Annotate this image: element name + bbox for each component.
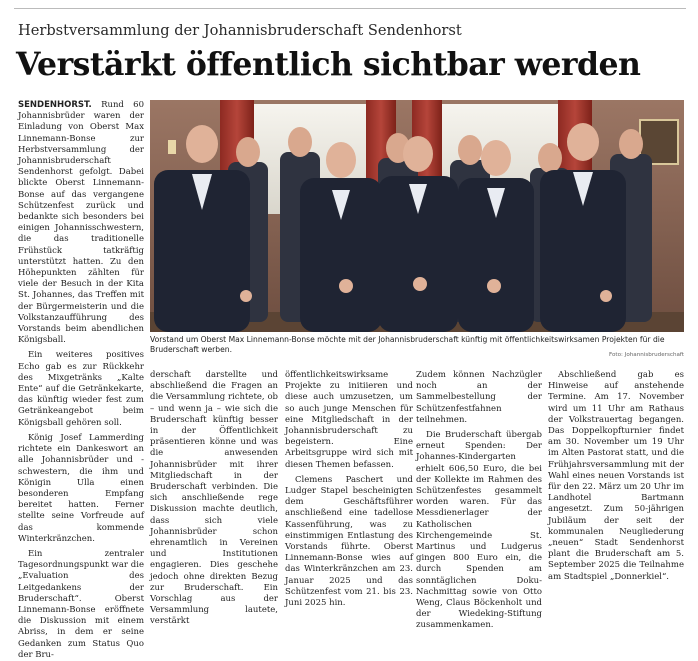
article-column-4 bbox=[416, 370, 542, 631]
top-rule bbox=[14, 8, 686, 9]
article-paragraph: Clemens Paschert und Ludger Stapel bescheinigten dem Geschäftsführer anschließend eine tadellose Kassenführung, was zu einstimmigen Entlastung des Vorstands führte. Oberst Linnemann-Bonse wies auf das Winterkränzchen am 23. Januar 2025 und das Schützenfest vom 21. bis 23. Juni 2025 hin. bbox=[285, 474, 413, 609]
article-paragraph: Die Bruderschaft übergab erneut Spenden: Der Johannes-Kindergarten erhielt 606,50 Euro, die bei der Kollekte im Rahmen des Schützenfestes gesammelt worden waren. Für das Messdienerlager der Katholischen Kirchengemeinde St. Martinus und Ludgerus gingen 800 Euro ein, die durch Spenden am sonntäglichen Doku-Nachmittag sowie von Otto Weng, Claus Böckenholt und der Wiedeking-Stiftung zusammenkamen. bbox=[416, 430, 542, 631]
article-kicker: Herbstversammlung der Johannisbruderschaft Sendenhorst bbox=[18, 22, 462, 39]
article-headline: Verstärkt öffentlich sichtbar werden bbox=[16, 46, 641, 83]
article-paragraph: Ein weiteres positives Echo gab es zur Rückkehr des Mixgetränks „Kalte Ente“ auf die Getränkekarte, das künftig wieder fest zum Getränkeangebot beim Königsball gehören soll. bbox=[18, 350, 144, 428]
group-photo bbox=[150, 100, 684, 332]
article-paragraph bbox=[18, 100, 144, 346]
article-paragraph: öffentlichkeitswirksame Projekte zu initiieren und diese auch umzusetzen, um so auch junge Menschen für eine Mitgliedschaft in der Johannisbruderschaft zu begeistern. Eine Arbeitsgruppe wird sich mit diesen Themen befassen. bbox=[285, 370, 413, 470]
article-column-5 bbox=[548, 370, 684, 586]
paragraph-text: Rund 60 Johannisbrüder waren der Einladung von Oberst Max Linnemann-Bonse zur Herbstversammlung der Johannisbruderschaft Sendenhorst gefolgt. Dabei blickte Oberst Linnemann-Bonse auf das vergangene Schützenfest zurück und bedankte sich besonders bei einigen Johannisschwestern, die das traditionelle Frühstück tatkräftig unterstützt hatten. Zu den Höhepunkten zählten für viele der Besuch in der Kita St. Johannes, das Treffen mit der Bürgermeisterin und die Volkstanzaufführung des Vorstands beim abendlichen Königsball. bbox=[18, 100, 144, 346]
article-paragraph: König Josef Lammerding richtete ein Dankeswort an alle Johannisbrüder und -schwestern, die ihm und Königin Ulla einen besonderen Empfang bereitet hatten. Ferner stellte seine Vorfreude auf das kommende Winterkränzchen. bbox=[18, 432, 144, 544]
photo-caption: Vorstand um Oberst Max Linnemann-Bonse möchte mit der Johannisbruderschaft künftig mit öffentlichkeitswirksamen Projekten für die Bruderschaft werben. bbox=[150, 335, 665, 354]
article-paragraph: Ein zentraler Tagesordnungspunkt war die „Evaluation des Leitgedankens der Bruderschaft“. Oberst Linnemann-Bonse eröffnete die Diskussion mit einem Abriss, in dem er seine Gedanken zum Status Quo der Bru- bbox=[18, 548, 144, 660]
article-column-3 bbox=[285, 370, 413, 609]
article-paragraph: Zudem können Nachzügler noch an der Sammelbestellung der Schützenfestfahnen teilnehmen. bbox=[416, 370, 542, 425]
article-paragraph: derschaft darstellte und abschließend die Fragen an die Versammlung richtete, ob – und wenn ja – wie sich die Bruderschaft künftig besser in der Öffentlichkeit präsentieren könne und was die anwesenden Johannisbrüder mit ihrer Mitgliedschaft in der Bruderschaft verbinden. Die sich anschließende rege Diskussion machte deutlich, dass sich viele Johannisbrüder schon ehrenamtlich in Vereinen und Institutionen engagieren. Dies geschehe jedoch ohne direkten Bezug zur Bruderschaft. Ein Vorschlag aus der Versammlung lautete, verstärkt bbox=[150, 370, 278, 627]
article-paragraph: Abschließend gab es Hinweise auf anstehende Termine. Am 17. November wird um 11 Uhr am Rathaus der Volkstrauertag begangen. Das Doppelkopfturnier findet am 30. November um 19 Uhr im Alten Pastorat statt, und die Frühjahrsversammlung mit der Wahl eines neuen Vorstands ist für den 22. März um 20 Uhr im Landhotel Bartmann angesetzt. Zum 50-jährigen Jubiläum der seit der kommunalen Neugliederung „neuen“ Stadt Sendenhorst plant die Bruderschaft am 5. September 2025 die Teilnahme am Stadtspiel „Donnerkiel“. bbox=[548, 370, 684, 582]
article-column-2 bbox=[150, 370, 278, 627]
dateline: SENDENHORST. bbox=[18, 100, 92, 110]
article-column-1 bbox=[18, 100, 144, 660]
photo-credit: Foto: Johannisbruderschaft bbox=[608, 352, 684, 358]
